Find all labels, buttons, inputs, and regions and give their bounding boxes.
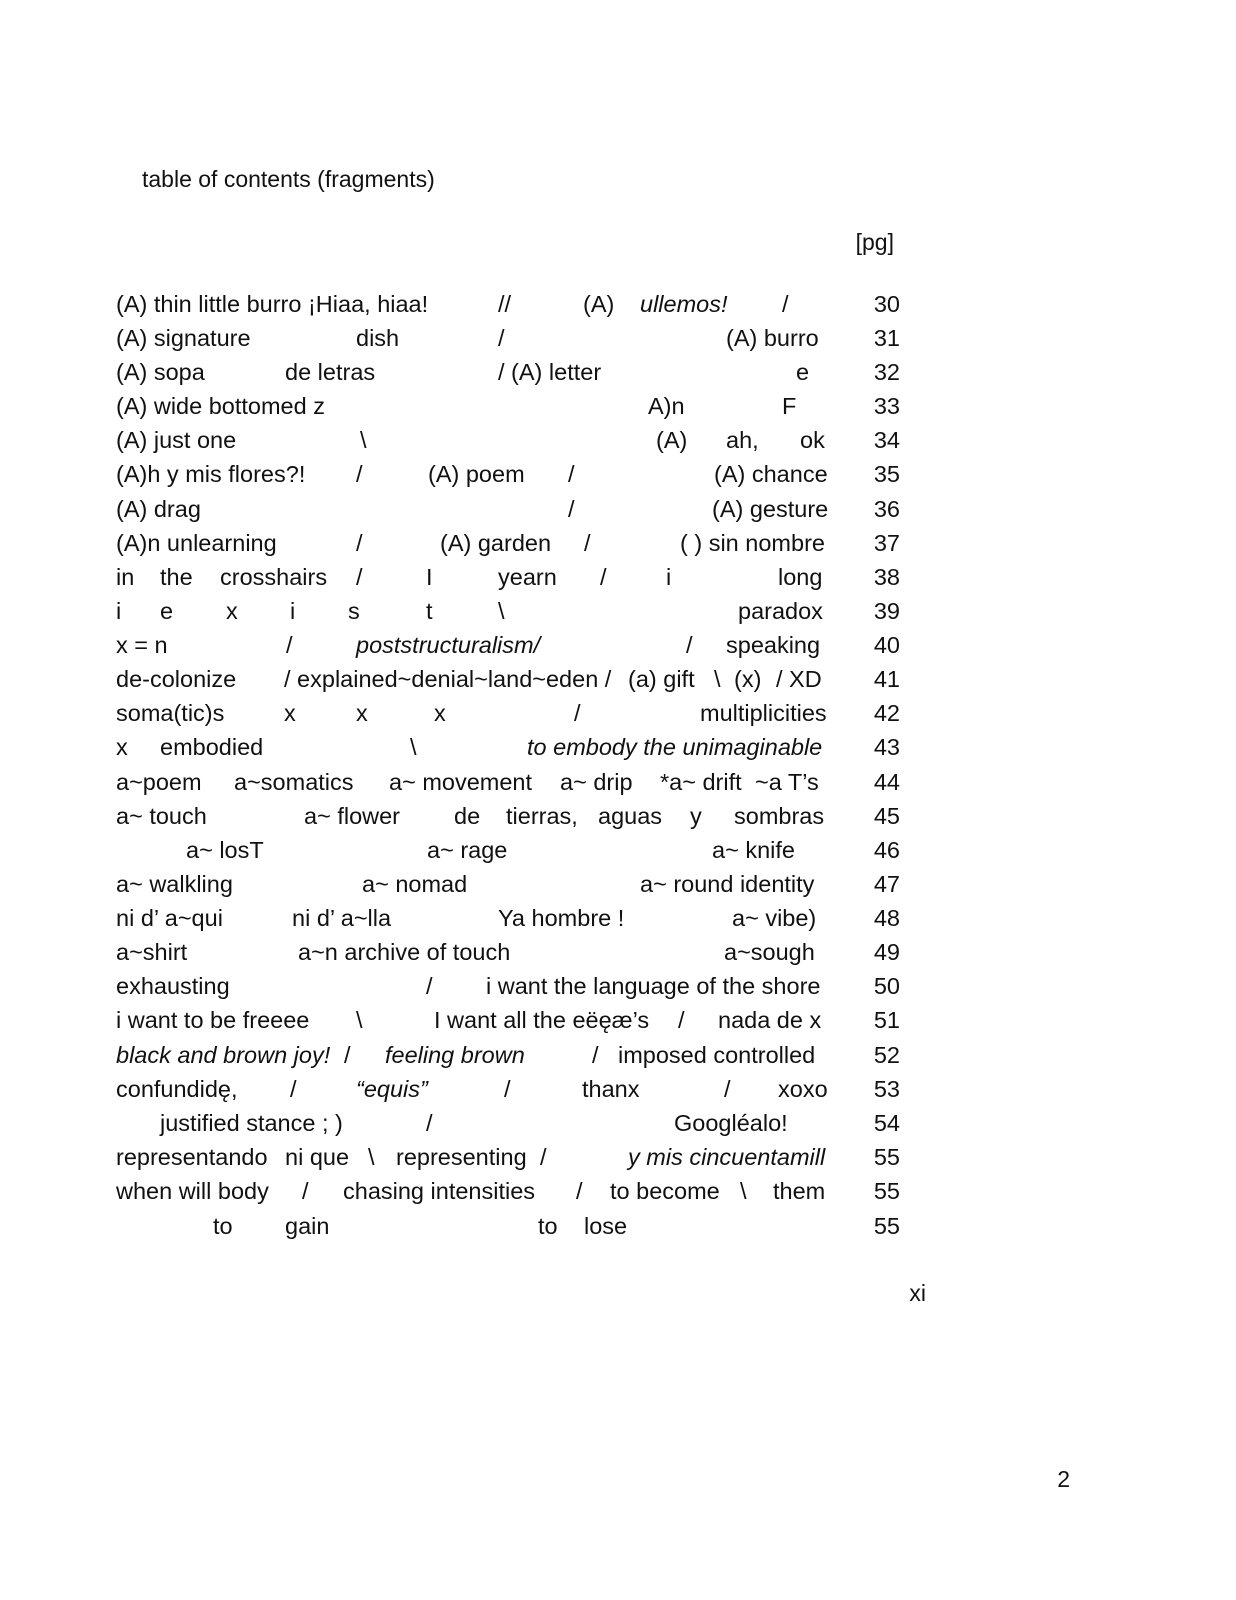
toc-entry-fragment: to embody the unimaginable [527,734,823,760]
toc-entry-fragment: a~ drip [560,769,633,795]
toc-entry-fragment: ~a T’s [755,769,819,795]
toc-page-number: 53 [873,1076,900,1102]
toc-page-number: 34 [873,427,900,453]
toc-entry-fragment: aguas [598,803,663,829]
toc-entry-fragment: / [498,325,505,351]
toc-entry [0,528,1236,562]
toc-entry-fragment: / [686,632,693,658]
toc-entry-fragment: \ [356,1007,363,1033]
toc-entry-fragment: yearn [498,564,557,590]
toc-page-number: 50 [873,973,900,999]
toc-entry-fragment: ok [800,427,825,453]
toc-entry-fragment: / [286,632,293,658]
toc-entry-fragment: / (A) letter [498,359,602,385]
toc-entry [0,767,1236,801]
toc-entry-fragment: multiplicities [700,700,827,726]
toc-entry [0,1211,1236,1245]
toc-entry-fragment: justified stance ; ) [160,1110,343,1136]
toc-entry-fragment: / [574,700,581,726]
toc-entry [0,801,1236,835]
toc-entry-fragment: y mis cincuentamill [628,1144,826,1170]
toc-entry-fragment: ni d’ a~lla [292,905,392,931]
toc-entry-fragment: (A) [583,291,615,317]
toc-entry-fragment: (A) [656,427,688,453]
toc-entry-fragment: a~poem [116,769,202,795]
toc-entry-fragment: (A) burro [726,325,819,351]
toc-entry-fragment: / [568,496,575,522]
toc-page-number: 52 [873,1042,900,1068]
toc-entry-fragment: \ [410,734,417,760]
toc-entry-fragment: / [592,1042,599,1068]
toc-page-number: 55 [873,1178,900,1204]
toc-entry-fragment: sombras [734,803,825,829]
toc-entry [0,562,1236,596]
toc-entry-fragment: de letras [285,359,376,385]
toc-entry-fragment: confundidę, [116,1076,238,1102]
toc-entry [0,494,1236,528]
toc-entry-fragment: chasing intensities [343,1178,536,1204]
toc-entry-fragment: (a) gift [628,666,695,692]
toc-entry-fragment: (A)h y mis flores?! [116,461,306,487]
toc-entry [0,971,1236,1005]
toc-entry-fragment: a~ losT [186,837,264,863]
toc-entry-fragment: (A) wide bottomed z [116,393,325,419]
toc-entry-fragment: xoxo [778,1076,828,1102]
toc-entry-fragment: / [356,461,363,487]
toc-entry-fragment: in [116,564,135,590]
toc-entry [0,869,1236,903]
toc-entry-fragment: de [454,803,481,829]
toc-entry-fragment: embodied [160,734,264,760]
toc-entry [0,323,1236,357]
toc-entry-fragment: a~ movement [389,769,533,795]
toc-entry-fragment: x = n [116,632,168,658]
toc-page-number: 46 [873,837,900,863]
toc-entry-fragment: i [666,564,672,590]
toc-entry [0,596,1236,630]
roman-numeral: xi [909,1280,926,1306]
toc-entry [0,425,1236,459]
toc-entry-fragment: “equis” [356,1076,428,1102]
toc-entry-fragment: a~ rage [427,837,508,863]
toc-page-number: 38 [873,564,900,590]
toc-entry [0,357,1236,391]
toc-entry-fragment: / [302,1178,309,1204]
toc-page-number: 33 [873,393,900,419]
toc-entry [0,289,1236,323]
toc-entry-fragment: / [290,1076,297,1102]
toc-entry-fragment: to [538,1213,558,1239]
toc-page-number: 35 [873,461,900,487]
toc-entry-fragment: ah, [726,427,759,453]
toc-page-number: 49 [873,939,900,965]
toc-entry-fragment: \ [360,427,367,453]
toc-entry-fragment: them [773,1178,826,1204]
toc-entry-fragment: to [213,1213,233,1239]
toc-entry-fragment: x [116,734,128,760]
page-column-label: [pg] [855,229,894,255]
toc-entry-fragment: (A) poem [428,461,525,487]
toc-entry-fragment: de-colonize [116,666,237,692]
toc-entry-fragment: (x) [734,666,762,692]
toc-page-number: 47 [873,871,900,897]
toc-entry-fragment: / [540,1144,547,1170]
toc-entry-fragment: / [576,1178,583,1204]
toc-page-number: 43 [873,734,900,760]
toc-entry-fragment: a~n archive of touch [298,939,511,965]
toc-entry-fragment: / [504,1076,511,1102]
toc-entry-fragment: (A) just one [116,427,237,453]
toc-entry-fragment: i want to be freeee [116,1007,310,1033]
toc-entry-fragment: / [724,1076,731,1102]
toc-entry-fragment: a~shirt [116,939,188,965]
toc-page-number: 55 [873,1213,900,1239]
toc-entry-fragment: / [356,564,363,590]
toc-entry-fragment: a~sough [724,939,815,965]
toc-entry-fragment: \ [740,1178,747,1204]
toc-entry [0,732,1236,766]
toc-entry-fragment: gain [285,1213,330,1239]
toc-entry-fragment: Ya hombre ! [498,905,625,931]
toc-entry-fragment: (A) chance [714,461,828,487]
toc-page-number: 48 [873,905,900,931]
toc-entry-fragment: x [356,700,368,726]
toc-entry-fragment: a~ round identity [640,871,815,897]
toc-entry-fragment: a~ flower [304,803,401,829]
toc-entry-fragment: dish [356,325,400,351]
toc-entry-fragment: black and brown joy! [116,1042,331,1068]
toc-entry [0,903,1236,937]
toc-entry-fragment: I want all the eëęæ’s [434,1007,650,1033]
toc-entry [0,1142,1236,1176]
toc-entry-fragment: nada de x [718,1007,822,1033]
toc-page-number: 39 [873,598,900,624]
toc-entry-fragment: (A) gesture [712,496,829,522]
toc-entry-fragment: / [678,1007,685,1033]
toc-entry [0,698,1236,732]
toc-entry-fragment: speaking [726,632,821,658]
toc-entry [0,664,1236,698]
toc-entry-fragment: / [426,973,433,999]
toc-entry-fragment: exhausting [116,973,230,999]
toc-entry-fragment: \ [498,598,505,624]
toc-entry-fragment: / [356,530,363,556]
toc-entry [0,459,1236,493]
toc-entry-fragment: \ [714,666,721,692]
toc-entry-fragment: i [290,598,296,624]
page-number: 2 [1057,1466,1070,1492]
toc-entry-fragment: / [344,1042,351,1068]
toc-entry-fragment: F [782,393,797,419]
toc-entry-fragment: t [426,598,433,624]
toc-entry-fragment: to become [610,1178,720,1204]
toc-entry-fragment: ni que [285,1144,350,1170]
toc-entry [0,1074,1236,1108]
toc-page-number: 45 [873,803,900,829]
toc-entry-fragment: / [426,1110,433,1136]
toc-entry-fragment: soma(tic)s [116,700,225,726]
toc-entry-fragment: \ [368,1144,375,1170]
toc-entry-fragment: a~ knife [712,837,795,863]
toc-entry-fragment: i want the language of the shore [486,973,821,999]
toc-entry-fragment: / [600,564,607,590]
toc-entry [0,1005,1236,1039]
toc-page-number: 41 [873,666,900,692]
toc-entry-fragment: A)n [648,393,685,419]
toc-entry [0,1108,1236,1142]
toc-entry-fragment: s [348,598,360,624]
toc-entry-fragment: e [160,598,174,624]
toc-entry-fragment: / [584,530,591,556]
toc-page-number: 42 [873,700,900,726]
toc-heading: table of contents (fragments) [142,166,435,192]
toc-entry-fragment: (A)n unlearning [116,530,277,556]
toc-page-number: 44 [873,769,900,795]
toc-entry-fragment: (A) sopa [116,359,205,385]
toc-entry-fragment: Googléalo! [674,1110,788,1136]
toc-entry-fragment: the [160,564,193,590]
toc-entry-fragment: *a~ drift [660,769,742,795]
toc-entry-fragment: // [498,291,512,317]
toc-entry [0,1176,1236,1210]
toc-entry [0,835,1236,869]
toc-entry-fragment: poststructuralism/ [356,632,541,658]
toc-entry-fragment: / [782,291,789,317]
toc-entry [0,937,1236,971]
toc-entry-fragment: ni d’ a~qui [116,905,223,931]
toc-entry [0,391,1236,425]
toc-page-number: 55 [873,1144,900,1170]
toc-entry-fragment: feeling brown [385,1042,525,1068]
toc-entry-fragment: lose [584,1213,628,1239]
toc-entry [0,1040,1236,1074]
toc-entry-fragment: (A) thin little burro ¡Hiaa, hiaa! [116,291,429,317]
toc-entry-fragment: (A) signature [116,325,251,351]
toc-entry-fragment: paradox [738,598,823,624]
toc-entry-fragment: crosshairs [220,564,328,590]
toc-entry-fragment: e [796,359,810,385]
toc-entry-fragment: y [690,803,702,829]
toc-entry-fragment: / XD [776,666,822,692]
toc-entry-fragment: a~somatics [234,769,354,795]
toc-entry-fragment: i [116,598,122,624]
toc-entry-fragment: when will body [116,1178,269,1204]
toc-entry [0,630,1236,664]
toc-entry-fragment: representing [396,1144,527,1170]
toc-entry-fragment: / [568,461,575,487]
toc-entry-fragment: long [778,564,823,590]
toc-entry-fragment: (A) drag [116,496,201,522]
toc-page-number: 37 [873,530,900,556]
toc-entry-fragment: ( ) sin nombre [680,530,825,556]
toc-entry-fragment: (A) garden [440,530,552,556]
toc-entry-fragment: x [226,598,238,624]
toc-entry-fragment: x [284,700,296,726]
toc-entry-fragment: imposed controlled [618,1042,816,1068]
toc-page-number: 40 [873,632,900,658]
toc-page-number: 54 [873,1110,900,1136]
toc-entry-fragment: tierras, [506,803,578,829]
toc-page-number: 31 [873,325,900,351]
toc-entry-fragment: a~ touch [116,803,207,829]
toc-page-number: 51 [873,1007,900,1033]
toc-entry-fragment: representando [116,1144,268,1170]
toc-entry-fragment: x [434,700,446,726]
toc-entry-fragment: I [426,564,433,590]
toc-entry-fragment: ullemos! [640,291,728,317]
toc-entry-fragment: a~ nomad [362,871,468,897]
toc-page-number: 36 [873,496,900,522]
toc-entry-fragment: / explained~denial~land~eden / [284,666,612,692]
toc-entry-fragment: a~ walkling [116,871,233,897]
toc-entry-fragment: a~ vibe) [732,905,817,931]
toc-entry-fragment: thanx [582,1076,640,1102]
toc-page-number: 32 [873,359,900,385]
toc-page-number: 30 [873,291,900,317]
